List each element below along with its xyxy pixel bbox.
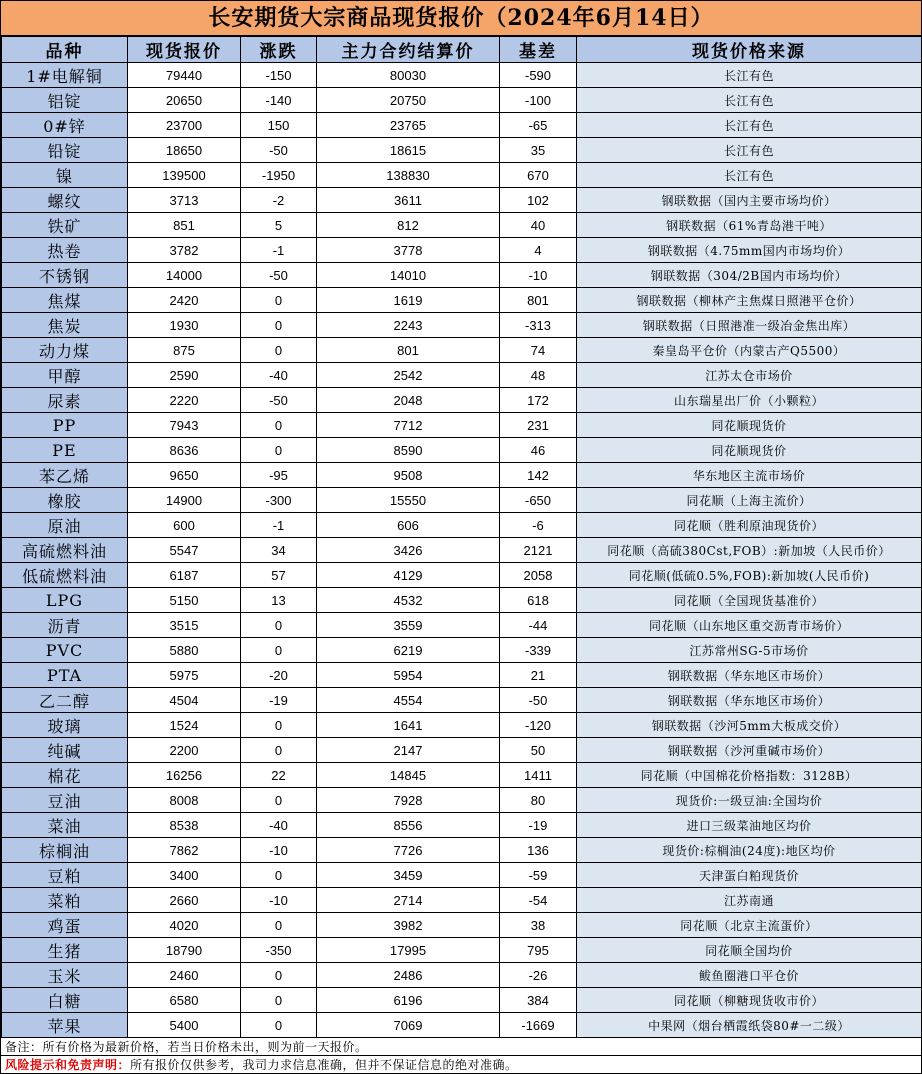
cell-commodity: 螺纹 [2,188,128,213]
risk-label: 风险提示和免责声明： [5,1058,131,1072]
cell-commodity: 铝锭 [2,88,128,113]
cell-settlement: 3982 [317,913,500,938]
table-row [2,163,922,188]
cell-basis: 801 [500,288,577,313]
cell-settlement: 17995 [317,938,500,963]
cell-source: 进口三级菜油地区均价 [577,813,922,838]
cell-settlement: 2147 [317,738,500,763]
table-row [2,1013,922,1038]
cell-settlement: 80030 [317,63,500,88]
cell-settlement: 3559 [317,613,500,638]
cell-spot-price: 18650 [128,138,241,163]
cell-commodity: 菜油 [2,813,128,838]
cell-basis: 80 [500,788,577,813]
cell-change: -50 [241,388,317,413]
cell-commodity: 菜粕 [2,888,128,913]
cell-basis: 74 [500,338,577,363]
header-basis: 基差 [500,37,577,63]
cell-commodity: 生猪 [2,938,128,963]
cell-change: -300 [241,488,317,513]
table-row [2,963,922,988]
cell-basis: 2121 [500,538,577,563]
table-row [2,638,922,663]
table-row [2,238,922,263]
cell-basis: 102 [500,188,577,213]
cell-basis: -650 [500,488,577,513]
cell-spot-price: 2460 [128,963,241,988]
price-table [1,36,922,1038]
footer-disclaimer [1,1055,921,1074]
table-row [2,288,922,313]
cell-basis: 231 [500,413,577,438]
cell-basis: 2058 [500,563,577,588]
cell-change: -2 [241,188,317,213]
cell-spot-price: 5400 [128,1013,241,1038]
cell-basis: 46 [500,438,577,463]
cell-change: -10 [241,838,317,863]
cell-spot-price: 2220 [128,388,241,413]
cell-settlement: 8556 [317,813,500,838]
cell-source: 秦皇岛平仓价（内蒙古产Q5500） [577,338,922,363]
cell-change: -10 [241,888,317,913]
table-row [2,213,922,238]
cell-settlement: 9508 [317,463,500,488]
table-row [2,188,922,213]
cell-spot-price: 8538 [128,813,241,838]
cell-spot-price: 5547 [128,538,241,563]
cell-source: 长江有色 [577,63,922,88]
cell-change: 0 [241,713,317,738]
cell-source: 江苏南通 [577,888,922,913]
table-row [2,538,922,563]
cell-spot-price: 8008 [128,788,241,813]
cell-change: 0 [241,413,317,438]
cell-commodity: 1#电解铜 [2,63,128,88]
cell-settlement: 1619 [317,288,500,313]
cell-change: -50 [241,138,317,163]
cell-basis: 136 [500,838,577,863]
cell-basis: 142 [500,463,577,488]
footer-note: 备注：所有价格为最新价格，若当日价格未出，则为前一天报价。 [1,1037,921,1056]
cell-change: 0 [241,963,317,988]
table-row [2,88,922,113]
cell-source: 现货价:一级豆油:全国均价 [577,788,922,813]
cell-source: 江苏常州SG-5市场价 [577,638,922,663]
cell-basis: -19 [500,813,577,838]
cell-commodity: 不锈钢 [2,263,128,288]
cell-basis: -50 [500,688,577,713]
cell-change: -40 [241,363,317,388]
cell-change: 0 [241,738,317,763]
cell-commodity: PVC [2,638,128,663]
header-price-source: 现货价格来源 [577,37,922,63]
cell-source: 同花顺（北京主流蛋价） [577,913,922,938]
cell-commodity: 焦炭 [2,313,128,338]
table-row [2,513,922,538]
table-row [2,763,922,788]
cell-source: 天津蛋白粕现货价 [577,863,922,888]
cell-commodity: 沥青 [2,613,128,638]
table-row [2,588,922,613]
cell-basis: 795 [500,938,577,963]
cell-change: 0 [241,338,317,363]
cell-basis: 172 [500,388,577,413]
cell-commodity: 铁矿 [2,213,128,238]
cell-commodity: 橡胶 [2,488,128,513]
cell-basis: 50 [500,738,577,763]
cell-basis: -65 [500,113,577,138]
cell-commodity: 豆油 [2,788,128,813]
cell-settlement: 138830 [317,163,500,188]
cell-commodity: 豆粕 [2,863,128,888]
cell-change: -1 [241,513,317,538]
cell-source: 同花顺（胜利原油现货价） [577,513,922,538]
cell-commodity: 镍 [2,163,128,188]
cell-change: -40 [241,813,317,838]
cell-source: 同花顺（山东地区重交沥青市场价） [577,613,922,638]
cell-source: 中果网（烟台栖霞纸袋80#一二级） [577,1013,922,1038]
cell-spot-price: 1524 [128,713,241,738]
cell-settlement: 7069 [317,1013,500,1038]
table-row [2,938,922,963]
table-row [2,863,922,888]
cell-settlement: 18615 [317,138,500,163]
cell-spot-price: 6580 [128,988,241,1013]
cell-settlement: 3459 [317,863,500,888]
cell-source: 同花顺现货价 [577,438,922,463]
cell-basis: -100 [500,88,577,113]
cell-commodity: 棉花 [2,763,128,788]
table-row [2,438,922,463]
table-row [2,488,922,513]
cell-spot-price: 3713 [128,188,241,213]
cell-source: 同花顺（中国棉花价格指数：3128B） [577,763,922,788]
cell-basis: 1411 [500,763,577,788]
cell-source: 同花顺（上海主流价） [577,488,922,513]
cell-commodity: 0#锌 [2,113,128,138]
cell-spot-price: 4020 [128,913,241,938]
cell-commodity: 鸡蛋 [2,913,128,938]
cell-settlement: 3611 [317,188,500,213]
table-row [2,313,922,338]
cell-basis: -26 [500,963,577,988]
cell-commodity: 纯碱 [2,738,128,763]
cell-spot-price: 2590 [128,363,241,388]
cell-commodity: 乙二醇 [2,688,128,713]
cell-change: 57 [241,563,317,588]
cell-spot-price: 79440 [128,63,241,88]
cell-spot-price: 20650 [128,88,241,113]
cell-source: 钢联数据（华东地区市场价） [577,688,922,713]
cell-change: 0 [241,638,317,663]
cell-spot-price: 2660 [128,888,241,913]
table-row [2,388,922,413]
cell-source: 钢联数据（4.75mm国内市场均价） [577,238,922,263]
cell-change: 0 [241,913,317,938]
cell-settlement: 812 [317,213,500,238]
cell-change: 0 [241,988,317,1013]
cell-change: 34 [241,538,317,563]
table-row [2,263,922,288]
cell-settlement: 7726 [317,838,500,863]
cell-source: 长江有色 [577,88,922,113]
table-row [2,138,922,163]
cell-change: 0 [241,863,317,888]
table-row [2,738,922,763]
cell-basis: 384 [500,988,577,1013]
cell-spot-price: 7943 [128,413,241,438]
cell-settlement: 4554 [317,688,500,713]
cell-commodity: 焦煤 [2,288,128,313]
cell-basis: -10 [500,263,577,288]
cell-basis: 38 [500,913,577,938]
cell-change: -350 [241,938,317,963]
cell-basis: 4 [500,238,577,263]
cell-basis: -59 [500,863,577,888]
cell-source: 同花顺（高硫380Cst,FOB）:新加坡（人民币价） [577,538,922,563]
cell-source: 钢联数据（61%青岛港干吨） [577,213,922,238]
cell-source: 同花顺全国均价 [577,938,922,963]
cell-basis: 40 [500,213,577,238]
table-row [2,988,922,1013]
cell-spot-price: 1930 [128,313,241,338]
cell-basis: -54 [500,888,577,913]
cell-commodity: PP [2,413,128,438]
cell-change: 13 [241,588,317,613]
cell-commodity: 甲醇 [2,363,128,388]
cell-spot-price: 5150 [128,588,241,613]
table-row [2,338,922,363]
cell-commodity: 动力煤 [2,338,128,363]
cell-settlement: 6196 [317,988,500,1013]
cell-basis: -590 [500,63,577,88]
cell-settlement: 606 [317,513,500,538]
cell-commodity: 白糖 [2,988,128,1013]
cell-basis: 48 [500,363,577,388]
cell-source: 钢联数据（沙河重碱市场价） [577,738,922,763]
cell-basis: -313 [500,313,577,338]
cell-settlement: 7928 [317,788,500,813]
cell-settlement: 1641 [317,713,500,738]
table-row [2,363,922,388]
table-row [2,563,922,588]
cell-commodity: LPG [2,588,128,613]
cell-source: 同花顺（柳糖现货收市价） [577,988,922,1013]
cell-change: 0 [241,613,317,638]
header-commodity: 品种 [2,37,128,63]
cell-settlement: 2714 [317,888,500,913]
cell-settlement: 2048 [317,388,500,413]
cell-settlement: 20750 [317,88,500,113]
header-change: 涨跌 [241,37,317,63]
cell-spot-price: 851 [128,213,241,238]
cell-source: 同花顺（全国现货基准价） [577,588,922,613]
cell-commodity: 低硫燃料油 [2,563,128,588]
cell-basis: 21 [500,663,577,688]
cell-change: -95 [241,463,317,488]
table-row [2,663,922,688]
cell-change: -20 [241,663,317,688]
cell-commodity: PE [2,438,128,463]
table-row [2,888,922,913]
cell-basis: 618 [500,588,577,613]
table-row [2,463,922,488]
table-row [2,413,922,438]
cell-commodity: 苯乙烯 [2,463,128,488]
cell-spot-price: 7862 [128,838,241,863]
cell-source: 钢联数据（沙河5mm大板成交价） [577,713,922,738]
cell-commodity: PTA [2,663,128,688]
cell-spot-price: 23700 [128,113,241,138]
cell-settlement: 2486 [317,963,500,988]
cell-change: -1950 [241,163,317,188]
table-body [2,63,922,1038]
cell-commodity: 苹果 [2,1013,128,1038]
header-row [2,37,922,63]
cell-spot-price: 2200 [128,738,241,763]
cell-spot-price: 5975 [128,663,241,688]
table-row [2,813,922,838]
cell-spot-price: 3515 [128,613,241,638]
cell-source: 山东瑞星出厂价（小颗粒） [577,388,922,413]
cell-spot-price: 9650 [128,463,241,488]
cell-settlement: 14845 [317,763,500,788]
cell-settlement: 801 [317,338,500,363]
cell-change: 150 [241,113,317,138]
cell-source: 钢联数据（国内主要市场均价） [577,188,922,213]
cell-basis: -339 [500,638,577,663]
cell-spot-price: 18790 [128,938,241,963]
table-row [2,613,922,638]
cell-settlement: 6219 [317,638,500,663]
cell-commodity: 原油 [2,513,128,538]
cell-source: 长江有色 [577,163,922,188]
cell-source: 长江有色 [577,113,922,138]
cell-source: 同花顺(低硫0.5%,FOB):新加坡(人民币价) [577,563,922,588]
cell-basis: -1669 [500,1013,577,1038]
cell-spot-price: 139500 [128,163,241,188]
table-row [2,713,922,738]
cell-settlement: 15550 [317,488,500,513]
cell-commodity: 玻璃 [2,713,128,738]
cell-commodity: 热卷 [2,238,128,263]
cell-spot-price: 875 [128,338,241,363]
cell-spot-price: 6187 [128,563,241,588]
cell-settlement: 3426 [317,538,500,563]
cell-change: 0 [241,788,317,813]
cell-change: 0 [241,288,317,313]
cell-spot-price: 16256 [128,763,241,788]
cell-commodity: 铅锭 [2,138,128,163]
cell-source: 钢联数据（日照港准一级冶金焦出库） [577,313,922,338]
cell-spot-price: 5880 [128,638,241,663]
table-row [2,838,922,863]
cell-change: -140 [241,88,317,113]
cell-settlement: 7712 [317,413,500,438]
cell-settlement: 8590 [317,438,500,463]
header-main-contract-settlement: 主力合约结算价 [317,37,500,63]
table-row [2,688,922,713]
cell-change: -150 [241,63,317,88]
cell-source: 同花顺现货价 [577,413,922,438]
cell-basis: -44 [500,613,577,638]
cell-change: 22 [241,763,317,788]
cell-settlement: 14010 [317,263,500,288]
cell-basis: 35 [500,138,577,163]
cell-basis: -120 [500,713,577,738]
cell-source: 现货价:棕榈油(24度):地区均价 [577,838,922,863]
cell-settlement: 2243 [317,313,500,338]
cell-change: 0 [241,1013,317,1038]
cell-spot-price: 2420 [128,288,241,313]
cell-basis: 670 [500,163,577,188]
cell-change: 0 [241,313,317,338]
cell-spot-price: 14000 [128,263,241,288]
cell-commodity: 棕榈油 [2,838,128,863]
header-spot-price: 现货报价 [128,37,241,63]
sheet-title: 长安期货大宗商品现货报价（2024年6月14日） [1,1,921,36]
cell-change: -19 [241,688,317,713]
cell-spot-price: 3782 [128,238,241,263]
cell-source: 钢联数据（柳林产主焦煤日照港平仓价） [577,288,922,313]
table-row [2,63,922,88]
cell-spot-price: 600 [128,513,241,538]
cell-source: 鲅鱼圈港口平仓价 [577,963,922,988]
risk-text: 所有报价仅供参考，我司力求信息准确，但并不保证信息的绝对准确。 [130,1058,518,1072]
cell-commodity: 高硫燃料油 [2,538,128,563]
cell-commodity: 玉米 [2,963,128,988]
cell-change: 0 [241,438,317,463]
cell-change: -1 [241,238,317,263]
cell-settlement: 4532 [317,588,500,613]
cell-source: 长江有色 [577,138,922,163]
cell-source: 钢联数据（304/2B国内市场均价） [577,263,922,288]
cell-source: 钢联数据（华东地区市场价） [577,663,922,688]
cell-settlement: 2542 [317,363,500,388]
cell-spot-price: 4504 [128,688,241,713]
cell-commodity: 尿素 [2,388,128,413]
cell-basis: -6 [500,513,577,538]
cell-settlement: 23765 [317,113,500,138]
table-row [2,913,922,938]
cell-change: 5 [241,213,317,238]
cell-settlement: 4129 [317,563,500,588]
table-row [2,788,922,813]
cell-settlement: 3778 [317,238,500,263]
cell-spot-price: 8636 [128,438,241,463]
cell-spot-price: 3400 [128,863,241,888]
cell-settlement: 5954 [317,663,500,688]
cell-change: -50 [241,263,317,288]
cell-source: 华东地区主流市场价 [577,463,922,488]
cell-source: 江苏太仓市场价 [577,363,922,388]
table-row [2,113,922,138]
cell-spot-price: 14900 [128,488,241,513]
